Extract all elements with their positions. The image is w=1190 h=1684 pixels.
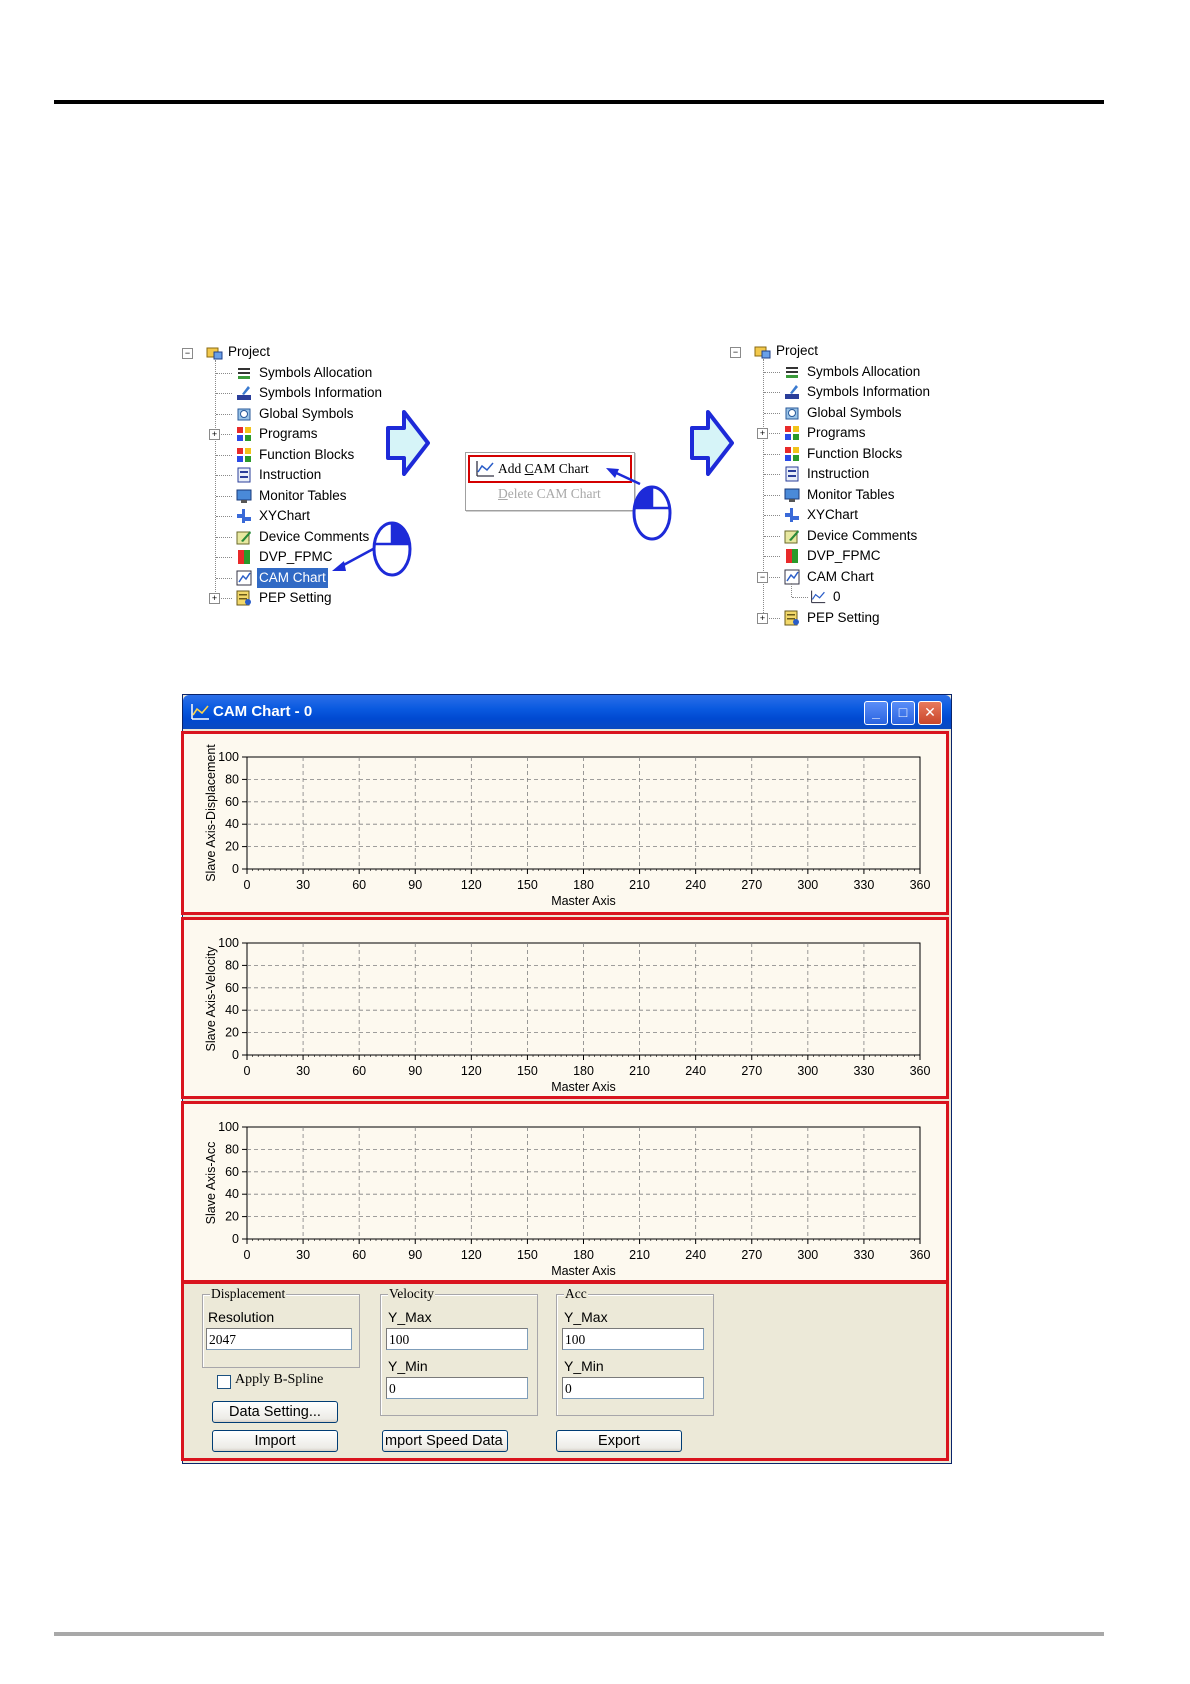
x-tick-label: 330 <box>853 878 875 892</box>
x-tick-label: 120 <box>460 878 482 892</box>
x-tick-label: 300 <box>797 878 819 892</box>
x-axis-label: Master Axis <box>551 894 616 908</box>
x-axis-label: Master Axis <box>551 1080 616 1094</box>
acc-chart-panel <box>181 1101 949 1283</box>
expand-icon[interactable]: + <box>757 613 768 624</box>
footer-rule <box>54 1632 1104 1636</box>
cam-chart-icon <box>810 589 826 605</box>
tree-item-label: Device Comments <box>807 527 918 543</box>
resolution-label: Resolution <box>208 1309 275 1325</box>
tree-item-label: Symbols Allocation <box>259 364 373 380</box>
acc-ymin-label: Y_Min <box>564 1358 604 1374</box>
apply-bspline-checkbox[interactable] <box>217 1375 231 1389</box>
mouse-left-click-icon <box>632 484 672 542</box>
apply-bspline-label: Apply B-Spline <box>235 1372 324 1387</box>
x-tick-label: 180 <box>573 878 594 892</box>
y-axis-label: Slave Axis-Displacement <box>204 744 218 882</box>
x-tick-label: 360 <box>909 1064 931 1078</box>
x-tick-label: 210 <box>629 1064 651 1078</box>
dvp-fpmc-icon <box>784 548 800 564</box>
menu-add-suffix: AM Chart <box>533 461 589 476</box>
menu-add-prefix: Add <box>498 461 525 476</box>
velocity-ymin-input[interactable]: 0 <box>386 1377 528 1399</box>
velocity-chart-panel <box>181 917 949 1099</box>
tree-item[interactable] <box>730 526 970 547</box>
x-tick-label: 30 <box>296 1064 311 1078</box>
tree-item-label: Instruction <box>807 466 870 481</box>
pointer-arrow-icon <box>604 466 644 488</box>
tree-item-label: Function Blocks <box>807 445 903 461</box>
pep-setting-icon <box>236 590 252 606</box>
tree-item[interactable] <box>730 382 970 403</box>
maximize-button[interactable]: □ <box>891 701 915 725</box>
header-rule <box>54 100 1104 104</box>
tree-item[interactable] <box>182 383 422 404</box>
tree-item-label: XYChart <box>259 508 311 523</box>
y-tick-label: 100 <box>218 750 239 764</box>
x-tick-label: 120 <box>460 1064 482 1078</box>
symbols-allocation-icon <box>784 364 800 380</box>
menu-add-mnemonic: C <box>524 461 534 476</box>
x-tick-label: 240 <box>685 1248 707 1262</box>
tree-item[interactable] <box>730 423 970 444</box>
tree-item-child[interactable] <box>730 587 970 608</box>
y-tick-label: 20 <box>225 1209 239 1224</box>
tree-root-label: Project <box>228 344 271 359</box>
x-tick-label: 90 <box>408 1248 423 1262</box>
tree-item[interactable] <box>182 588 422 609</box>
x-tick-label: 240 <box>685 1064 707 1078</box>
window-title: CAM Chart - 0 <box>213 703 313 720</box>
tree-item-label: Function Blocks <box>259 446 355 462</box>
x-tick-label: 270 <box>741 1248 763 1262</box>
collapse-icon[interactable]: − <box>182 348 193 359</box>
pointer-arrow-icon <box>330 544 380 574</box>
tree-item-label: CAM Chart <box>257 568 328 589</box>
resolution-input[interactable]: 2047 <box>206 1328 352 1350</box>
expand-icon[interactable]: + <box>209 593 220 604</box>
cam-chart-icon <box>190 703 210 721</box>
delete-cam-chart-menu-item[interactable] <box>498 486 601 502</box>
control-panel <box>181 1281 949 1461</box>
y-tick-label: 40 <box>225 1187 239 1202</box>
tree-item[interactable] <box>730 505 970 526</box>
programs-icon <box>784 425 800 441</box>
tree-item-label: PEP Setting <box>259 590 332 605</box>
y-tick-label: 60 <box>225 1164 239 1179</box>
programs-icon <box>236 426 252 442</box>
cam-chart-icon <box>784 569 800 585</box>
tree-item[interactable] <box>730 608 970 629</box>
data-setting-button[interactable]: Data Setting... <box>212 1401 338 1423</box>
symbols-allocation-icon <box>236 365 252 381</box>
close-button[interactable]: ✕ <box>918 701 942 725</box>
tree-item-label: XYChart <box>807 507 859 522</box>
y-axis-label: Slave Axis-Acc <box>204 1141 218 1225</box>
y-tick-label: 60 <box>225 794 239 809</box>
y-tick-label: 60 <box>225 980 239 995</box>
displacement-chart <box>184 734 946 912</box>
tree-item-label: Symbols Allocation <box>807 363 921 379</box>
dvp-fpmc-icon <box>236 549 252 565</box>
x-tick-label: 90 <box>408 1064 423 1078</box>
x-tick-label: 330 <box>853 1248 875 1262</box>
x-tick-label: 180 <box>573 1248 594 1262</box>
tree-item-label: DVP_FPMC <box>807 548 881 563</box>
acc-group-title: Acc <box>565 1286 587 1301</box>
displacement-group-title: Displacement <box>211 1286 286 1301</box>
import-speed-data-button[interactable]: mport Speed Data <box>382 1430 508 1452</box>
velocity-group-title: Velocity <box>389 1286 434 1301</box>
y-tick-label: 100 <box>218 1120 239 1134</box>
tree-item-label: Programs <box>807 425 866 440</box>
x-tick-label: 60 <box>352 1064 367 1078</box>
tree-after <box>730 341 970 636</box>
tree-item-label: Symbols Information <box>259 385 383 400</box>
y-tick-label: 80 <box>225 1142 239 1157</box>
tree-root[interactable] <box>182 342 422 363</box>
tree-item[interactable] <box>730 567 970 588</box>
function-blocks-icon <box>236 447 252 463</box>
tree-item-label: Device Comments <box>259 528 370 544</box>
acc-chart <box>184 1104 946 1280</box>
cam-chart-window <box>182 694 952 1464</box>
minimize-button[interactable]: _ <box>864 701 888 725</box>
x-tick-label: 90 <box>408 878 423 892</box>
y-tick-label: 20 <box>225 1025 239 1040</box>
tree-item[interactable] <box>730 485 970 506</box>
function-blocks-icon <box>784 446 800 462</box>
expand-icon[interactable]: + <box>757 428 768 439</box>
x-axis-label: Master Axis <box>551 1264 616 1278</box>
global-symbols-icon <box>236 406 252 422</box>
symbols-information-icon <box>784 384 800 400</box>
x-tick-label: 360 <box>909 878 931 892</box>
x-tick-label: 180 <box>573 1064 594 1078</box>
x-tick-label: 150 <box>516 1064 538 1078</box>
y-axis-label: Slave Axis-Velocity <box>204 946 218 1052</box>
title-bar[interactable] <box>183 695 951 729</box>
x-tick-label: 300 <box>797 1248 819 1262</box>
import-button[interactable]: Import <box>212 1430 338 1452</box>
tree-item-label: 0 <box>833 589 841 604</box>
x-tick-label: 0 <box>243 1248 251 1262</box>
instruction-icon <box>236 467 252 483</box>
tree-item-label: Monitor Tables <box>807 486 895 502</box>
device-comments-icon <box>236 529 252 545</box>
monitor-tables-icon <box>236 488 252 504</box>
cam-chart-icon <box>236 570 252 586</box>
x-tick-label: 330 <box>853 1064 875 1078</box>
tree-item-label: PEP Setting <box>807 609 880 625</box>
device-comments-icon <box>784 528 800 544</box>
tree-root[interactable] <box>730 341 970 362</box>
x-tick-label: 240 <box>685 878 707 892</box>
pep-setting-icon <box>784 610 800 626</box>
arrow-right-icon <box>386 410 430 476</box>
tree-root-label: Project <box>776 343 819 358</box>
velocity-chart <box>184 920 946 1096</box>
cam-chart-icon <box>475 460 495 478</box>
x-tick-label: 150 <box>516 1248 538 1262</box>
velocity-ymin-label: Y_Min <box>388 1358 428 1374</box>
tree-item-label: Instruction <box>259 467 322 482</box>
x-tick-label: 0 <box>243 878 251 892</box>
y-tick-label: 100 <box>218 936 239 950</box>
project-icon <box>754 343 771 359</box>
tree-item-label: Monitor Tables <box>259 487 347 503</box>
x-tick-label: 150 <box>516 878 538 892</box>
monitor-tables-icon <box>784 487 800 503</box>
menu-delete-suffix: elete CAM Chart <box>507 486 601 501</box>
y-tick-label: 80 <box>225 772 239 787</box>
acc-ymax-label: Y_Max <box>564 1309 608 1325</box>
tree-item[interactable] <box>730 444 970 465</box>
x-tick-label: 210 <box>629 1248 651 1262</box>
tree-item-label: Symbols Information <box>807 384 931 399</box>
symbols-information-icon <box>236 385 252 401</box>
tree-item[interactable] <box>730 362 970 383</box>
displacement-chart-panel <box>181 731 949 915</box>
tree-item[interactable] <box>730 403 970 424</box>
y-tick-label: 80 <box>225 958 239 973</box>
x-tick-label: 60 <box>352 1248 367 1262</box>
velocity-ymax-label: Y_Max <box>388 1309 432 1325</box>
x-tick-label: 360 <box>909 1248 931 1262</box>
acc-ymax-input[interactable]: 100 <box>562 1328 704 1350</box>
acc-ymin-input[interactable]: 0 <box>562 1377 704 1399</box>
arrow-right-icon <box>690 410 734 476</box>
y-tick-label: 40 <box>225 817 239 832</box>
x-tick-label: 30 <box>296 1248 311 1262</box>
x-tick-label: 60 <box>352 878 367 892</box>
tree-item-label: Global Symbols <box>259 405 354 421</box>
x-tick-label: 30 <box>296 878 311 892</box>
global-symbols-icon <box>784 405 800 421</box>
collapse-icon[interactable]: − <box>730 347 741 358</box>
x-tick-label: 0 <box>243 1064 251 1078</box>
tree-item[interactable] <box>182 486 422 507</box>
tree-item[interactable] <box>730 546 970 567</box>
tree-item-label: Programs <box>259 426 318 441</box>
export-button[interactable]: Export <box>556 1430 682 1452</box>
velocity-ymax-input[interactable]: 100 <box>386 1328 528 1350</box>
y-tick-label: 40 <box>225 1003 239 1018</box>
x-tick-label: 270 <box>741 1064 763 1078</box>
expand-icon[interactable]: + <box>209 429 220 440</box>
tree-item[interactable] <box>730 464 970 485</box>
menu-delete-mnemonic: D <box>498 486 508 501</box>
x-tick-label: 300 <box>797 1064 819 1078</box>
tree-item[interactable] <box>182 363 422 384</box>
collapse-icon[interactable]: − <box>757 572 768 583</box>
x-tick-label: 210 <box>629 878 651 892</box>
tree-item-label: DVP_FPMC <box>259 549 333 564</box>
xychart-icon <box>236 508 252 524</box>
y-tick-label: 0 <box>232 1232 239 1246</box>
y-tick-label: 0 <box>232 862 239 876</box>
x-tick-label: 270 <box>741 878 763 892</box>
x-tick-label: 120 <box>460 1248 482 1262</box>
xychart-icon <box>784 507 800 523</box>
project-icon <box>206 344 223 360</box>
instruction-icon <box>784 466 800 482</box>
tree-item-label: CAM Chart <box>807 568 874 584</box>
tree-item-label: Global Symbols <box>807 404 902 420</box>
y-tick-label: 0 <box>232 1048 239 1062</box>
y-tick-label: 20 <box>225 839 239 854</box>
